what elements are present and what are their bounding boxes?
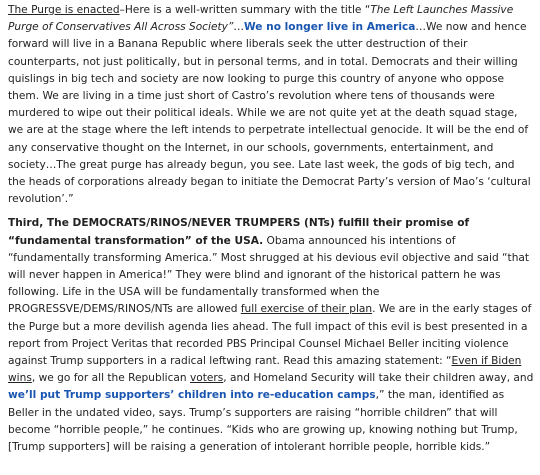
link-purge-enacted[interactable]: The Purge is enacted (8, 4, 120, 16)
paragraph-transformation (8, 215, 534, 456)
paragraph-purge (8, 2, 534, 208)
text: , we go for all the Republican (31, 372, 190, 385)
link-voters[interactable]: voters (189, 372, 224, 385)
text: Obama announced his intentions of “fundamentally transforming America.” Most shrugged at his devious evil objective and said “that will never happen in America!” They were blind and ignorant of the historical pattern he was following. Life in the USA will be fundamentally transformed when the PROGRESSVE/DEMS/RINOS/NTs are allowed (8, 234, 530, 316)
text: , and Homeland Security will take their children away, and (223, 372, 534, 385)
text: … (233, 21, 244, 34)
link-biden-wins[interactable]: Even if Biden wins (8, 355, 522, 385)
link-reeducation-camps[interactable]: we’ll put Trump supporters’ children into re-education camps (8, 389, 376, 402)
link-no-longer-america[interactable]: We no longer live in America (243, 21, 416, 34)
text: …We now and hence forward will live in a Banana Republic where liberals seek the utter destruction of their counterparts, not just politically, but in personal terms, and in total. Democrats and their willing quislings in big tech and society are now looking to purge this country of anyone who oppose them. We are living in a time just short of Castro’s revolution where tens of thousands were murdered to wipe out their political ideals. While we are not quite yet at the death squad stage, we are at the stage where the left intends to perpetrate intellectual genocide. It will be the end of any conservative thought on the Internet, in our schools, governments, entertainment, and society…The great purge has already begun, you see. Late last week, the gods of big tech, and the heads of corporations already began to initiate the Democrat Party’s version of Mao’s ‘cultural revolution’.” (8, 21, 531, 206)
text: ,” the man, identified as Beller in the undated video, says. Trump’s supporters are raising “horrible children” that will become “horrible people,” he continues. “Kids who are growing up, knowing nothing but Trump, [Trump supporters] will be raising a generation of intolerant horrible people, horrible kids.” (8, 389, 518, 454)
bold-heading: Third, The DEMOCRATS/RINOS/NEVER TRUMPERS (NTs) fulfill their promise of “fundamental transformation” of the USA. (8, 217, 470, 247)
text: –Here is a well-written summary with the title “ (119, 4, 371, 16)
link-full-exercise[interactable]: full exercise of their plan (240, 303, 373, 316)
text: . We are in the early stages of the Purge but a more devilish agenda lies ahead. The full impact of this evil is best presented in a report from Project Veritas that recorded PBS Principal Counsel Michael Beller inciting violence against Trump supporters in a radical leftwing rant. Read this amazing statement: “ (8, 303, 532, 368)
italic-title: The Left Launches Massive Purge of Conservatives All Across Society” (8, 4, 514, 34)
